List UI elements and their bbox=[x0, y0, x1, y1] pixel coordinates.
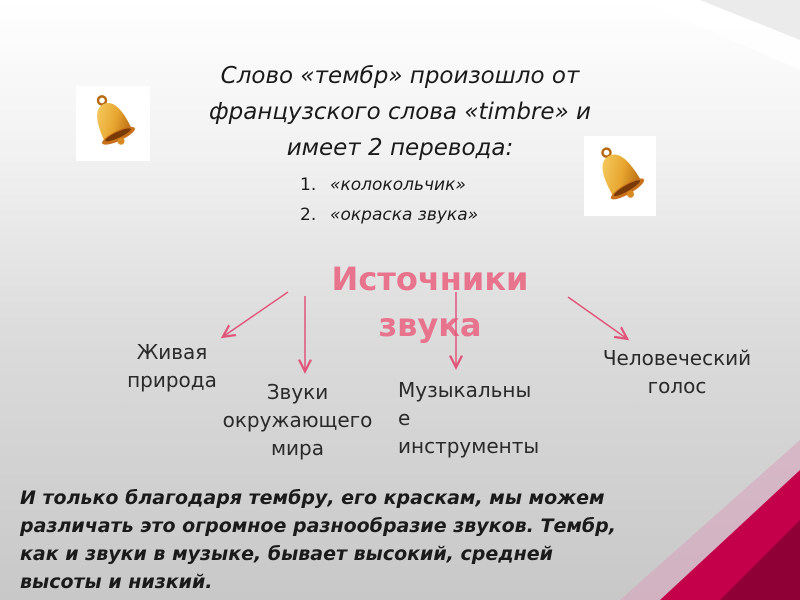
source-line: Живая bbox=[136, 340, 208, 364]
source-line: Звуки bbox=[266, 380, 329, 404]
source-line: мира bbox=[270, 436, 325, 460]
source-line: природа bbox=[127, 368, 217, 392]
intro-line: Слово «тембр» произошло от bbox=[220, 63, 580, 89]
conclusion-text bbox=[20, 484, 790, 596]
conclusion-line: И только благодаря тембру, его краскам, мы можем bbox=[20, 487, 605, 509]
source-line: Человеческий bbox=[602, 346, 752, 370]
source-line: е bbox=[398, 406, 411, 430]
conclusion-line: высоты и низкий. bbox=[20, 571, 213, 593]
list-number: 1. bbox=[300, 175, 317, 195]
source-line: Музыкальны bbox=[398, 378, 532, 402]
title-line: Источники bbox=[331, 260, 529, 298]
title-line: звука bbox=[378, 306, 482, 344]
source-instruments bbox=[398, 376, 568, 460]
source-environment bbox=[205, 378, 390, 462]
translation-text: «колокольчик» bbox=[330, 175, 466, 195]
conclusion-line: как и звуки в музыке, бывает высокий, средней bbox=[20, 543, 553, 565]
arrow-nature bbox=[224, 292, 288, 336]
intro-line: имеет 2 перевода: bbox=[286, 135, 514, 161]
intro-line: французского слова «timbre» и bbox=[208, 99, 591, 125]
list-number: 2. bbox=[300, 205, 317, 225]
source-line: инструменты bbox=[398, 434, 540, 458]
translation-text: «окраска звука» bbox=[330, 205, 479, 225]
conclusion-line: различать это огромное разнообразие звуков. Тембр, bbox=[20, 515, 616, 537]
source-line: голос bbox=[647, 374, 707, 398]
arrow-voice bbox=[568, 297, 626, 338]
source-line: окружающего bbox=[222, 408, 373, 432]
source-voice bbox=[582, 344, 772, 400]
